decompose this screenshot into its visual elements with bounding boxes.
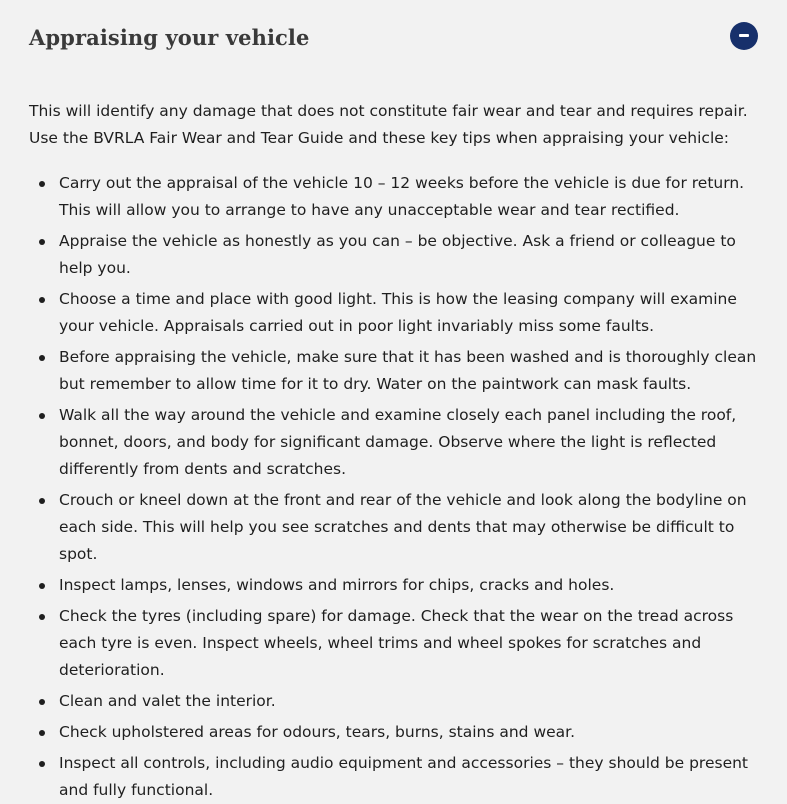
tip-text: Carry out the appraisal of the vehicle 10 – 12 weeks before the vehicle is due for return. This will allow you to arrange to have any unacceptable wear and tear rectified. — [59, 174, 745, 219]
tip-text: Check upholstered areas for odours, tears, burns, stains and wear. — [59, 723, 576, 741]
intro-paragraph: This will identify any damage that does not constitute fair wear and tear and requires repair. Use the BVRLA Fair Wear and Tear Guide and these key tips when appraising your vehicle: — [29, 102, 748, 147]
list-item — [29, 286, 758, 340]
bullet-icon — [39, 730, 45, 736]
tip-text: Walk all the way around the vehicle and examine closely each panel including the roof, bonnet, doors, and body for significant damage. Observe where the light is reflected differently from dents and scratches. — [59, 406, 737, 478]
tip-text: Clean and valet the interior. — [59, 692, 276, 710]
collapse-toggle-button[interactable] — [730, 22, 758, 50]
bullet-icon — [39, 297, 45, 303]
minus-icon — [739, 34, 749, 37]
list-item — [29, 572, 758, 599]
tip-text: Choose a time and place with good light. This is how the leasing company will examine your vehicle. Appraisals carried out in poor light invariably miss some faults. — [59, 290, 737, 335]
bullet-icon — [39, 413, 45, 419]
tips-list — [29, 170, 758, 804]
bullet-icon — [39, 761, 45, 767]
bullet-icon — [39, 239, 45, 245]
bullet-icon — [39, 355, 45, 361]
tip-text: Appraise the vehicle as honestly as you can – be objective. Ask a friend or colleague to help you. — [59, 232, 736, 277]
tip-text: Crouch or kneel down at the front and rear of the vehicle and look along the bodyline on each side. This will help you see scratches and dents that may otherwise be difficult to spot. — [59, 491, 747, 563]
list-item — [29, 688, 758, 715]
list-item — [29, 228, 758, 282]
list-item — [29, 719, 758, 746]
accordion-header[interactable] — [29, 0, 758, 76]
list-item — [29, 603, 758, 684]
accordion-content — [29, 76, 758, 804]
bullet-icon — [39, 614, 45, 620]
tip-text: Before appraising the vehicle, make sure that it has been washed and is thoroughly clean but remember to allow time for it to dry. Water on the paintwork can mask faults. — [59, 348, 757, 393]
bullet-icon — [39, 181, 45, 187]
tip-text: Check the tyres (including spare) for damage. Check that the wear on the tread across each tyre is even. Inspect wheels, wheel trims and wheel spokes for scratches and deterioration. — [59, 607, 734, 679]
tip-text: Inspect all controls, including audio equipment and accessories – they should be present and fully functional. — [59, 754, 749, 799]
bullet-icon — [39, 498, 45, 504]
tip-text: Inspect lamps, lenses, windows and mirrors for chips, cracks and holes. — [59, 576, 615, 594]
list-item — [29, 402, 758, 483]
bullet-icon — [39, 699, 45, 705]
list-item — [29, 170, 758, 224]
bullet-icon — [39, 583, 45, 589]
list-item — [29, 487, 758, 568]
list-item — [29, 344, 758, 398]
list-item — [29, 750, 758, 804]
accordion-title: Appraising your vehicle — [29, 25, 310, 50]
